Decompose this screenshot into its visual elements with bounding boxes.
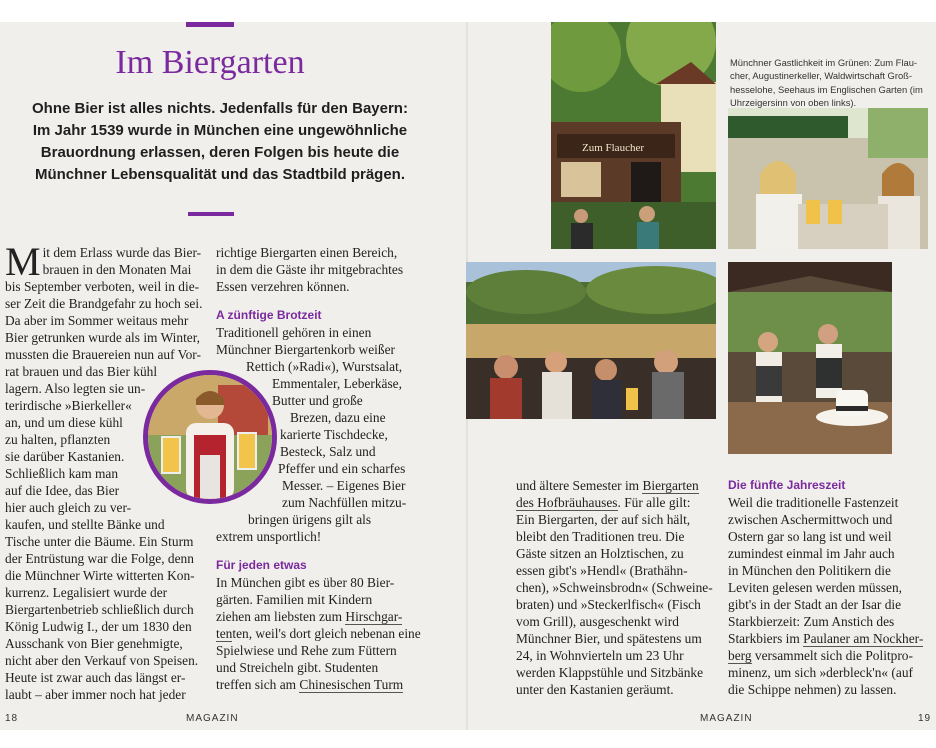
body-text: Spielwiese und Rehe zum Füttern <box>216 643 397 658</box>
body-line <box>728 511 933 528</box>
body-line: ser Zeit die Brandgefahr zu hoch sei. <box>5 296 203 311</box>
drop-cap: M <box>5 239 41 284</box>
body-line: Münchner Bier, und spätestens um <box>516 631 702 646</box>
body-line: auf die Idee, das Bier <box>5 483 120 498</box>
body-line: extrem unsportlich! <box>216 529 322 544</box>
body-text: und ältere Semester im <box>516 478 643 493</box>
article-title: Im Biergarten <box>115 44 305 81</box>
body-line: Ein Biergarten, der auf sich hält, <box>516 512 691 527</box>
section-label-right: MAGAZIN <box>700 713 753 724</box>
body-text: ziehen am liebsten zum <box>216 609 346 624</box>
body-line: minenz, um sich »derbleck'n« (auf <box>728 665 913 680</box>
body-line: brauen in den Monaten Mai <box>42 262 192 277</box>
body-text: versammelt sich die Politpro- <box>751 648 913 663</box>
body-line: Da aber im Sommer weitaus mehr <box>5 313 189 328</box>
body-text: zwischen Aschermittwoch und <box>728 512 893 527</box>
body-text: zumindest einmal im Jahr auch <box>728 546 895 561</box>
body-line: vom Grill), ausgeschenkt wird <box>516 614 679 629</box>
body-line: Pfeffer und ein scharfes <box>278 461 406 476</box>
caption-line: hesselohe, Seehaus im Englischen Garten (im <box>730 83 923 95</box>
body-line <box>728 647 933 664</box>
link-paulaner[interactable]: Paulaner am Nockher- <box>803 631 924 646</box>
lead-paragraph: Ohne Bier ist alles nichts. Jedenfalls für den Bayern: Im Jahr 1539 wurde in München eine ungewöhnliche Brauordnung erlassen, deren Folgen bis heute die Münchner Lebensqualität und das Stadtbild prägen. <box>32 100 408 183</box>
body-line: lagern. Also legten sie un- <box>5 381 146 396</box>
body-text: Leviten gelesen werden müssen, <box>728 580 903 595</box>
link-hirschgarten[interactable]: ten <box>216 626 233 641</box>
body-line: hier auch gleich zu ver- <box>5 500 132 515</box>
body-line <box>216 591 416 608</box>
body-line: braten) und »Steckerlfisch« (Fisch <box>516 597 701 612</box>
subhead-fuer-jeden-etwas: Für jeden etwas <box>216 558 307 572</box>
body-line <box>728 613 933 630</box>
body-text: Starkbiers im <box>728 631 804 646</box>
caption-line: Münchner Gastlichkeit im Grünen: Zum Flau- <box>730 57 918 68</box>
body-line: Gäste sitzen an Holztischen, zu <box>516 546 684 561</box>
lead-accent-rule <box>188 212 234 216</box>
link-hofbraeuhaus[interactable]: des Hofbräuhauses <box>516 495 618 510</box>
body-line: Messer. – Eigenes Bier <box>282 478 406 493</box>
photo-caption <box>730 56 930 110</box>
body-line: Essen verzehren können. <box>216 279 350 294</box>
body-line: bringen ürigens gilt als <box>248 512 372 527</box>
body-text: gärten. Familien mit Kindern <box>216 592 373 607</box>
body-line: Münchner Biergartenkorb weißer <box>216 342 395 357</box>
body-line: Bier getrunken wurde als im Winter, <box>5 330 201 345</box>
section-label-left: MAGAZIN <box>186 713 239 724</box>
body-line <box>216 574 416 591</box>
photo-sign-text: Zum Flaucher <box>581 142 645 154</box>
body-column-3 <box>516 477 721 698</box>
body-line: kurrenz. Legalisiert wurde der <box>5 585 168 600</box>
link-hofbraeuhaus[interactable]: Biergarten <box>642 478 699 493</box>
body-line <box>728 596 933 613</box>
body-line: bis September verboten, weil in die- <box>5 279 200 294</box>
body-line <box>516 477 721 494</box>
body-line: werden Klappstühle und Sitzbänke <box>516 665 704 680</box>
body-line: Biergartenbetrieb schließlich durch <box>5 602 194 617</box>
body-line <box>728 630 933 647</box>
body-line: rat brauen und das Bier kühl <box>5 364 158 379</box>
body-line: der Entrüstung war die Folge, denn <box>5 551 194 566</box>
body-line: mussten die Brauereien nun auf Vor- <box>5 347 201 362</box>
body-line: terirdische »Bierkeller« <box>5 398 132 413</box>
body-text: in München den Politikern die <box>728 563 891 578</box>
body-text: Starkbierzeit: Zum Anstich des <box>728 614 895 629</box>
body-line: unter den Kastanien geräumt. <box>516 682 674 697</box>
body-column-4 <box>728 477 933 698</box>
body-line: laubt – aber immer noch hat jeder <box>5 687 186 702</box>
caption-line: Uhrzeigersinn von oben links). <box>730 97 857 109</box>
photo-seehaus <box>466 262 716 419</box>
body-line: kaufen, und stellte Bänke und <box>5 517 165 532</box>
body-text: . Für alle gilt: <box>617 495 691 510</box>
body-line: Besteck, Salz und <box>280 444 376 459</box>
subhead-brotzeit: A zünftige Brotzeit <box>216 308 322 322</box>
body-line: Traditionell gehören in einen <box>216 325 372 340</box>
subhead-fuenfte-jahreszeit: Die fünfte Jahreszeit <box>728 478 846 492</box>
body-line <box>728 494 933 511</box>
photo-waldwirtschaft <box>728 262 892 454</box>
body-line <box>728 545 933 562</box>
body-line: in dem die Gäste ihr mitgebrachtes <box>216 262 404 277</box>
link-chinesischer-turm[interactable]: Chinesischen Turm <box>299 677 404 692</box>
body-line <box>216 659 416 676</box>
body-line: Brezen, dazu eine <box>290 410 386 425</box>
body-text: In München gibt es über 80 Bier- <box>216 575 395 590</box>
body-text: ten, weil's dort gleich nebenan eine <box>232 626 421 641</box>
body-line: karierte Tischdecke, <box>280 427 388 442</box>
body-text: Ostern gar so lang ist und weil <box>728 529 892 544</box>
body-line <box>216 642 416 659</box>
top-accent-rule <box>186 22 234 27</box>
link-hirschgarten[interactable]: Hirschgar- <box>345 609 403 624</box>
body-line: chen), »Schweinsbrodn« (Schweine- <box>516 580 713 595</box>
body-line: Butter und große <box>272 393 363 408</box>
body-line <box>728 562 933 579</box>
body-line: die Schippe nehmen) zu lassen. <box>728 682 897 697</box>
page-number-left: 18 <box>5 713 19 724</box>
body-line <box>516 494 721 511</box>
body-text: und Streicheln gibt. Studenten <box>216 660 379 675</box>
body-column-2 <box>216 244 421 693</box>
body-line: König Ludwig I., der um 1830 den <box>5 619 192 634</box>
body-line <box>728 528 933 545</box>
body-line <box>216 608 416 625</box>
body-line: it dem Erlass wurde das Bier- <box>42 245 202 260</box>
body-line <box>216 676 416 693</box>
body-text: gibt's in der Stadt an der Isar die <box>728 597 902 612</box>
body-line: zum Nachfüllen mitzu- <box>282 495 407 510</box>
link-paulaner[interactable]: berg <box>728 648 752 663</box>
body-line <box>216 625 421 642</box>
photo-augustinerkeller <box>728 108 928 249</box>
body-line: nicht aber den Verkauf von Speisen. <box>5 653 199 668</box>
body-line: sie darüber Kastanien. <box>5 449 125 464</box>
body-line: Ausschank von Bier genehmigte, <box>5 636 183 651</box>
body-line: richtige Biergarten einen Bereich, <box>216 245 398 260</box>
body-line: 24, in Wohnvierteln um 23 Uhr <box>516 648 684 663</box>
body-line: Heute ist zwar auch das längst er- <box>5 670 186 685</box>
body-line: an, und um diese kühl <box>5 415 123 430</box>
body-line: Tische unter die Bäume. Ein Sturm <box>5 534 194 549</box>
page-number-right: 19 <box>918 713 932 724</box>
caption-line: cher, Augustinerkeller, Waldwirtschaft Groß- <box>730 70 913 82</box>
body-line: bleibt den Traditionen treu. Die <box>516 529 685 544</box>
photo-zum-flaucher <box>551 22 716 249</box>
body-text: treffen sich am <box>216 677 300 692</box>
body-line: die Münchner Wirte witterten Kon- <box>5 568 195 583</box>
body-line <box>728 579 933 596</box>
body-line: essen gibt's »Hendl« (Brathähn- <box>516 563 688 578</box>
body-line: Emmentaler, Leberkäse, <box>272 376 402 391</box>
body-text: Weil die traditionelle Fastenzeit <box>728 495 899 510</box>
body-line: Rettich (»Radi«), Wurstsalat, <box>246 359 403 374</box>
body-line: Schließlich kam man <box>5 466 119 481</box>
body-line: zu halten, pflanzten <box>5 432 111 447</box>
